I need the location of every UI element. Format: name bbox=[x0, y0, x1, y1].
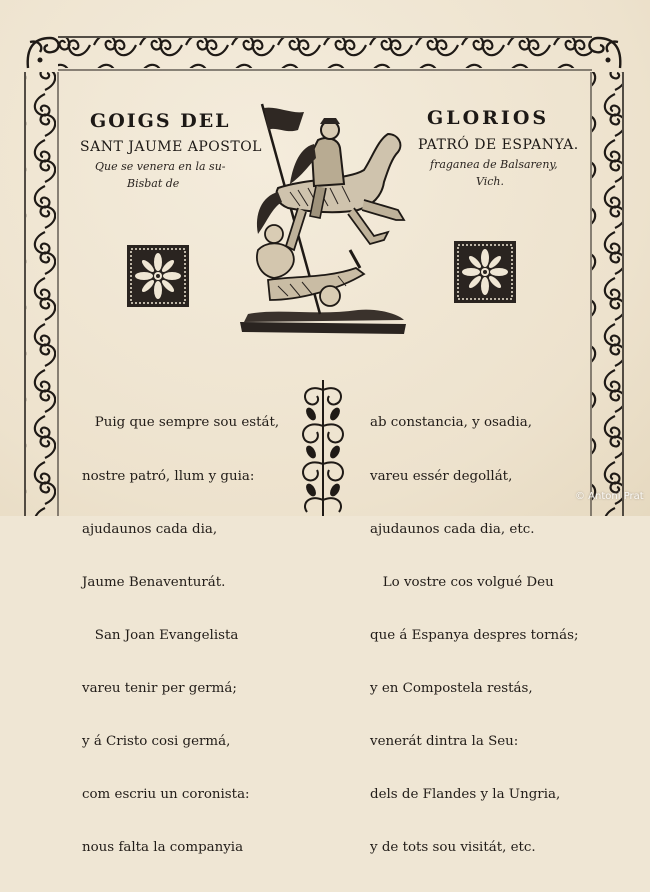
verse-line: ajudaunos cada dia, etc. bbox=[370, 521, 535, 537]
center-vine-ornament bbox=[295, 380, 351, 516]
verse-line: y á Cristo cosi germá, bbox=[82, 733, 231, 749]
note-right-2: Vich. bbox=[476, 175, 505, 188]
saint-james-woodcut bbox=[238, 100, 408, 336]
decorative-tile-left bbox=[126, 244, 190, 308]
subtitle-left: SANT JAUME APOSTOL bbox=[80, 139, 262, 155]
verse-column-right bbox=[370, 379, 578, 892]
note-left-2: Bisbat de bbox=[127, 177, 180, 190]
verse-line: Jaume Benaventurát. bbox=[82, 574, 226, 590]
verse-line: que á Espanya despres tornás; bbox=[370, 627, 579, 643]
verse-line: San Joan Evangelista bbox=[82, 627, 239, 643]
title-left: GOIGS DEL bbox=[90, 110, 231, 132]
verse-line: com escriu un coronista: bbox=[82, 787, 250, 803]
verse-line: nous falta la companyia bbox=[82, 840, 244, 856]
verse-line: dels de Flandes y la Ungria, bbox=[370, 787, 561, 803]
verse-line: vareu essér degollát, bbox=[370, 468, 513, 484]
verse-line: venerát dintra la Seu: bbox=[370, 733, 519, 749]
verse-line: Puig que sempre sou estát, bbox=[82, 415, 280, 431]
verse-line: Lo vostre cos volgué Deu bbox=[370, 574, 554, 590]
verse-line: nostre patró, llum y guia: bbox=[82, 468, 255, 484]
verse-line: y de tots sou visitát, etc. bbox=[370, 840, 536, 856]
title-right: GLORIOS bbox=[427, 107, 550, 129]
decorative-tile-right bbox=[453, 240, 517, 304]
subtitle-right: PATRÓ DE ESPANYA. bbox=[418, 137, 579, 153]
verse-column-left bbox=[82, 379, 279, 892]
verse-line: ajudaunos cada dia, bbox=[82, 521, 218, 537]
verse-line: vareu tenir per germá; bbox=[82, 680, 237, 696]
verse-line: y en Compostela restás, bbox=[370, 680, 533, 696]
note-left-1: Que se venera en la su- bbox=[95, 160, 226, 173]
verse-line: ab constancia, y osadia, bbox=[370, 415, 532, 431]
note-right-1: fraganea de Balsareny, bbox=[430, 158, 558, 171]
copyright-watermark: © Antoni Prat bbox=[575, 491, 644, 502]
